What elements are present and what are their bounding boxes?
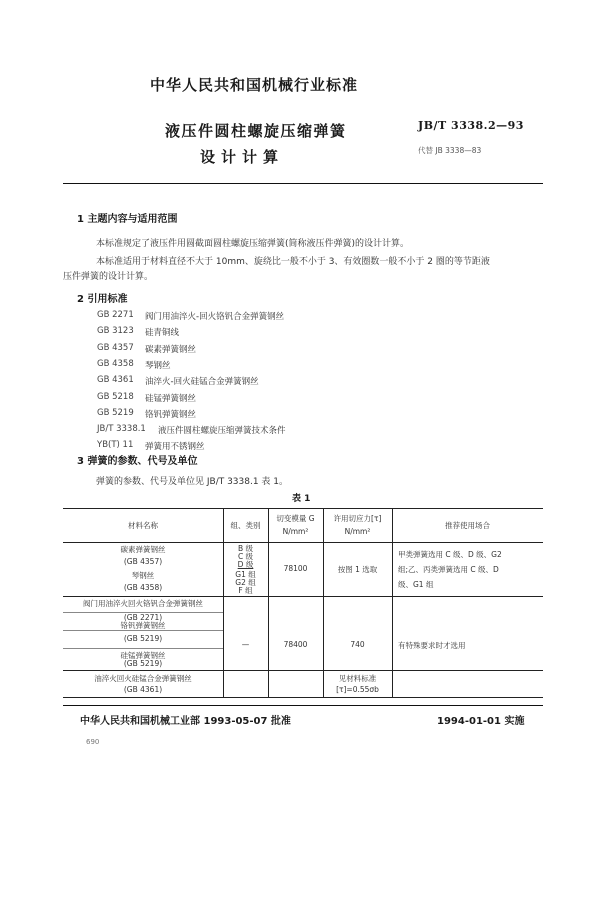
group-g1: G1 组 — [235, 570, 256, 579]
reference-code: YB(T) 11 — [97, 440, 134, 451]
section-1-heading: 1 主题内容与适用范围 — [77, 214, 178, 225]
reference-title: 硅锰弹簧钢丝 — [145, 393, 197, 404]
issuing-organization: 中华人民共和国机械行业标准 — [150, 76, 359, 94]
table-column-rule — [223, 508, 224, 697]
reference-code: JB/T 3338.1 — [97, 424, 146, 435]
material-name: 碳素弹簧钢丝 — [120, 545, 166, 554]
material-standard: (GB 5219) — [123, 634, 163, 643]
allowable-stress-formula: [τ]=0.55σb — [336, 685, 379, 694]
reference-title: 琴钢丝 — [145, 360, 171, 371]
header-material-name: 材料名称 — [128, 521, 158, 530]
reference-title: 铬钒弹簧钢丝 — [145, 409, 197, 420]
table-header-rule — [63, 542, 543, 543]
reference-title: 弹簧用不锈钢丝 — [145, 442, 205, 453]
reference-code: GB 4358 — [97, 358, 134, 369]
document-title-line2: 设计计算 — [200, 148, 285, 166]
material-standard: (GB 4357) — [123, 557, 163, 566]
replaces-standard: 代替 JB 3338—83 — [418, 146, 482, 155]
reference-code: GB 3123 — [97, 326, 134, 337]
header-allowable-stress-unit: N/mm² — [344, 527, 371, 536]
section-3-paragraph: 弹簧的参数、代号及单位见 JB/T 3338.1 表 1。 — [96, 477, 289, 487]
table-column-rule — [323, 508, 324, 697]
material-name: 阀门用油淬火回火铬钒合金弹簧钢丝 — [83, 599, 203, 608]
standard-number: JB/T 3338.2—93 — [418, 119, 524, 132]
header-recommended-usage: 推荐使用场合 — [445, 521, 490, 530]
reference-title: 碳素弹簧钢丝 — [145, 344, 197, 355]
table-row-rule — [63, 648, 223, 649]
table-column-rule — [268, 508, 269, 697]
section-1-paragraph-1: 本标准规定了液压件用圆截面圆柱螺旋压缩弹簧(简称液压件弹簧)的设计计算。 — [96, 239, 410, 249]
group-dash: — — [241, 640, 250, 649]
header-group: 组、类别 — [230, 521, 261, 530]
reference-title: 油淬火-回火硅锰合金弹簧钢丝 — [145, 377, 259, 388]
table-row-rule — [63, 670, 543, 671]
header-allowable-stress: 许用切应力[τ] — [333, 514, 382, 523]
page-number: 690 — [86, 738, 100, 746]
table-row-rule — [63, 596, 543, 597]
group-c: C 级 — [237, 552, 254, 561]
header-rule — [63, 183, 543, 184]
group-b: B 级 — [237, 544, 254, 553]
group-f: F 组 — [238, 586, 253, 595]
material-standard: (GB 4361) — [123, 685, 163, 694]
allowable-stress-value: 按图 1 选取 — [337, 565, 378, 574]
shear-modulus-value: 78100 — [283, 564, 308, 573]
table-column-rule — [392, 508, 393, 697]
allowable-stress-note: 见材料标准 — [338, 674, 377, 683]
footer-rule — [63, 705, 543, 706]
header-shear-modulus-unit: N/mm² — [282, 527, 309, 536]
section-1-paragraph-2-cont: 压件弹簧的设计计算。 — [63, 272, 154, 282]
document-title-line1: 液压件圆柱螺旋压缩弹簧 — [165, 122, 347, 140]
reference-title: 阀门用油淬火-回火铬钒合金弹簧钢丝 — [145, 312, 285, 322]
section-2-heading: 2 引用标准 — [77, 294, 128, 305]
material-name: 硅锰弹簧钢丝 — [120, 651, 166, 660]
shear-modulus-value: 78400 — [283, 640, 308, 649]
usage-line: 组;乙、丙类弹簧选用 C 级、D — [398, 565, 499, 574]
approval-line: 中华人民共和国机械工业部 1993-05-07 批准 — [80, 716, 291, 727]
section-1-paragraph-2: 本标准适用于材料直径不大于 10mm、旋绕比一般不小于 3、有效圈数一般不小于 2 圈的等节距液 — [96, 257, 490, 267]
material-name: 油淬火回火硅锰合金弹簧钢丝 — [94, 674, 192, 683]
group-d: D 级 — [237, 560, 254, 569]
usage-line: 级、G1 组 — [398, 580, 434, 589]
usage-special: 有特殊要求时才选用 — [398, 641, 466, 650]
reference-code: GB 5219 — [97, 407, 134, 418]
material-standard: (GB 5219) — [123, 659, 163, 668]
group-g2: G2 组 — [235, 578, 256, 587]
material-standard: (GB 4358) — [123, 583, 163, 592]
usage-line: 甲类弹簧选用 C 级、D 级、G2 — [398, 550, 502, 559]
reference-code: GB 4361 — [97, 375, 134, 386]
table-top-rule — [63, 508, 543, 509]
material-name: 铬钒弹簧钢丝 — [120, 621, 166, 630]
reference-title: 硅青铜线 — [145, 328, 180, 339]
header-shear-modulus: 切变模量 G — [276, 514, 315, 523]
implementation-date: 1994-01-01 实施 — [437, 716, 525, 727]
reference-code: GB 5218 — [97, 391, 134, 402]
material-standard: (GB 2271) — [123, 613, 163, 622]
section-3-heading: 3 弹簧的参数、代号及单位 — [77, 456, 198, 467]
table-bottom-rule — [63, 697, 543, 698]
material-name: 琴钢丝 — [131, 571, 155, 580]
allowable-stress-value: 740 — [350, 640, 365, 649]
reference-code: GB 2271 — [97, 310, 134, 320]
reference-code: GB 4357 — [97, 342, 134, 353]
table-title: 表 1 — [292, 494, 311, 504]
reference-title: 液压件圆柱螺旋压缩弹簧技术条件 — [158, 426, 286, 437]
